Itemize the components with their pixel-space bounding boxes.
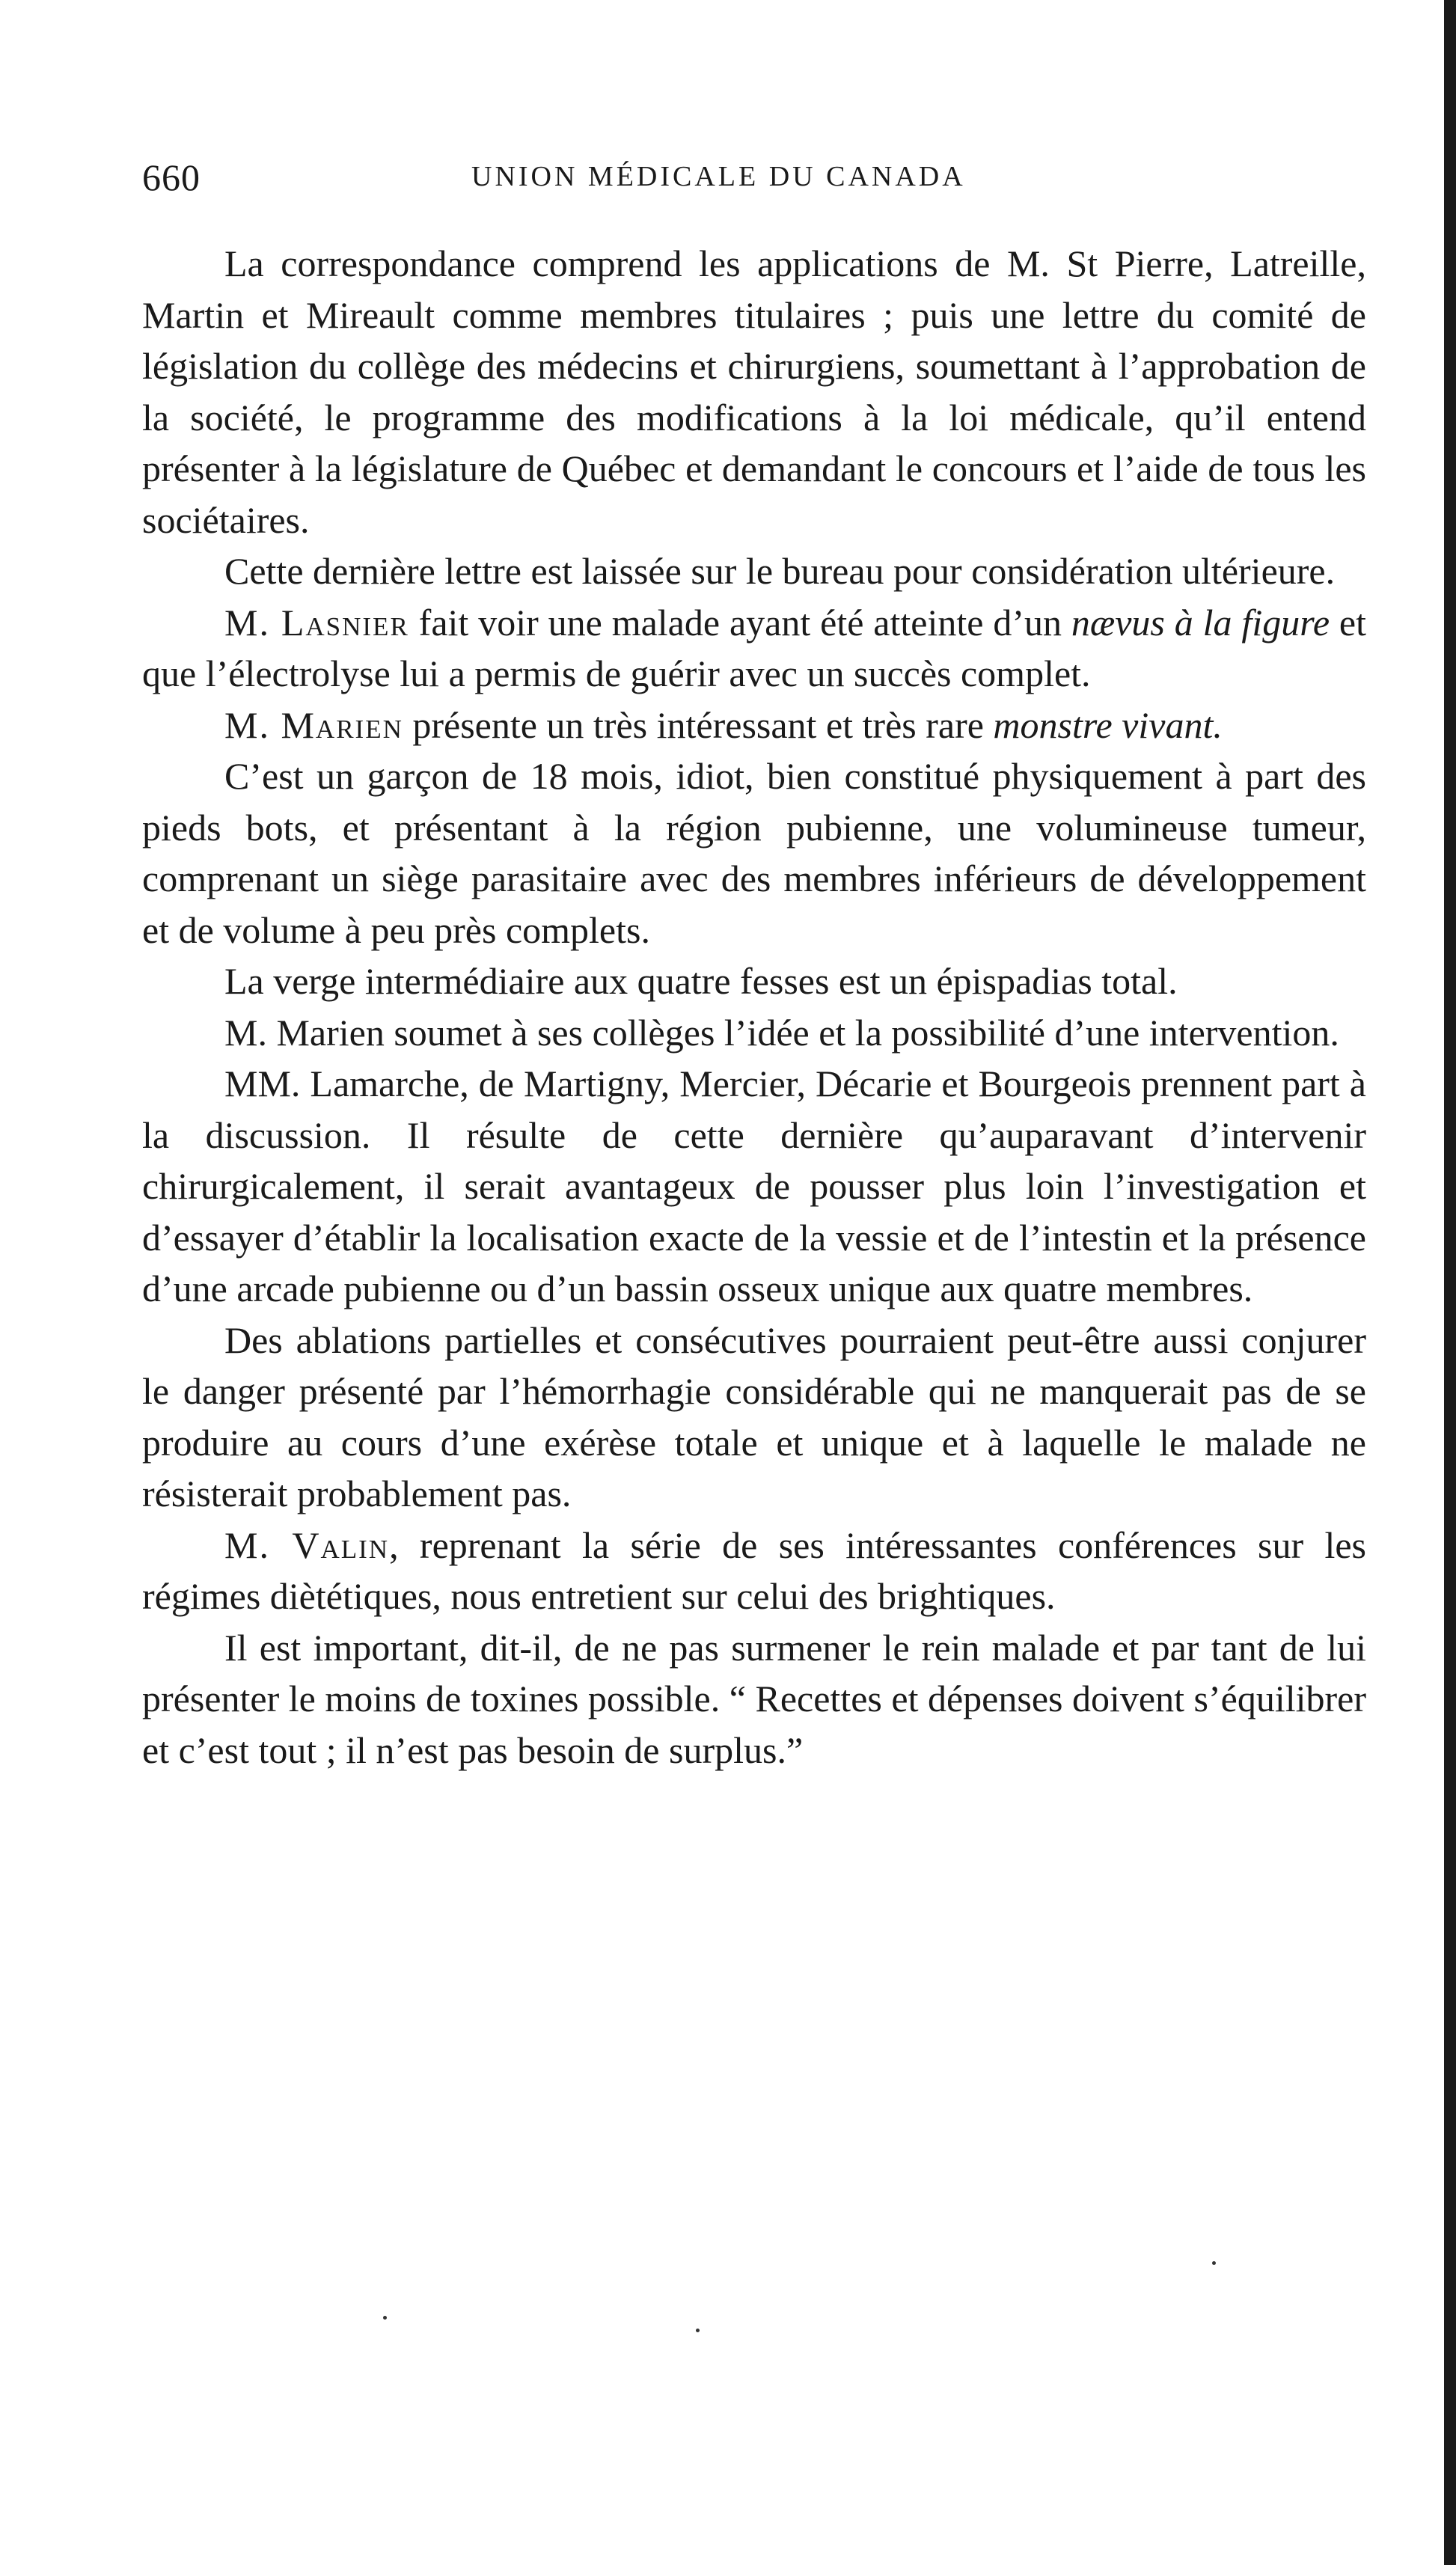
paragraph-marien (142, 700, 1366, 751)
italic-term: monstre vivant. (993, 703, 1223, 746)
paragraph-text: , reprenant la série de ses intéressantes conférences sur les régimes diètétiques, nous entretient sur celui des brightiques. (142, 1523, 1366, 1617)
paragraph-epispadias: La verge intermédiaire aux quatre fesses est un épispadias total. (224, 960, 1178, 1002)
speaker-name: M. Lasnier (224, 601, 409, 643)
paragraph-valin (142, 1520, 1366, 1622)
speaker-name: M. Marien (224, 703, 403, 746)
speck (696, 2329, 700, 2332)
page-number: 660 (142, 156, 201, 198)
body-text (142, 238, 1366, 1776)
paragraph-text: et que l’électrolyse lui a permis de guérir avec un succès complet. (142, 601, 1366, 694)
paragraph-discussion: MM. Lamarche, de Martigny, Mercier, Décarie et Bourgeois prennent part à la discussion. Il résulte de cette dernière qu’auparavant d’intervenir chirurgicalement, il serait avantageux de pousser plus loin l’investigation et d’essayer d’établir la localisation exacte de la vessie et de l’intestin et la présence d’une arcade pubienne ou d’un bassin osseux unique aux quatre membres. (142, 1063, 1366, 1309)
paragraph-intervention: M. Marien soumet à ses collèges l’idée et la possibilité d’une intervention. (224, 1011, 1339, 1054)
page-header (142, 156, 1366, 208)
speck (383, 2316, 387, 2320)
running-title: UNION MÉDICALE DU CANADA (471, 161, 966, 192)
speaker-name: M. Valin (224, 1523, 390, 1566)
paragraph-letter-tabled: Cette dernière lettre est laissée sur le bureau pour considération ultérieure. (224, 550, 1336, 592)
scan-edge (1444, 0, 1456, 2565)
paragraph-text: présente un très intéressant et très rare (403, 703, 994, 746)
paragraph-text: fait voir une malade ayant été atteinte d’un (409, 601, 1071, 643)
paragraph-case-description: C’est un garçon de 18 mois, idiot, bien constitué physiquement à part des pieds bots, et présentant à la région pubienne, une volumineuse tumeur, comprenant un siège parasitaire avec des membres inférieurs de développement et de volume à peu près complets. (142, 755, 1366, 951)
paragraph-quote: Il est important, dit-il, de ne pas surmener le rein malade et par tant de lui présenter le moins de toxines possible. “ Recettes et dépenses doivent s’équilibrer et c’est tout ; il n’est pas besoin de surplus.” (142, 1626, 1366, 1771)
speck (1212, 2261, 1216, 2265)
paragraph-correspondence: La correspondance comprend les applications de M. St Pierre, Latreille, Martin et Mireault comme membres titulaires ; puis une lettre du comité de législation du collège des médecins et chirurgiens, soumettant à l’approbation de la société, le programme des modifications à la loi médicale, qu’il entend présenter à la législature de Québec et demandant le concours et l’aide de tous les sociétaires. (142, 242, 1366, 541)
paragraph-ablations: Des ablations partielles et consécutives pourraient peut-être aussi conjurer le danger présenté par l’hémorrhagie considérable qui ne manquerait pas de se produire au cours d’une exérèse totale et unique et à laquelle le malade ne résisterait probablement pas. (142, 1318, 1366, 1514)
paragraph-lasnier (142, 597, 1366, 700)
italic-term: nævus à la figure (1071, 601, 1330, 643)
